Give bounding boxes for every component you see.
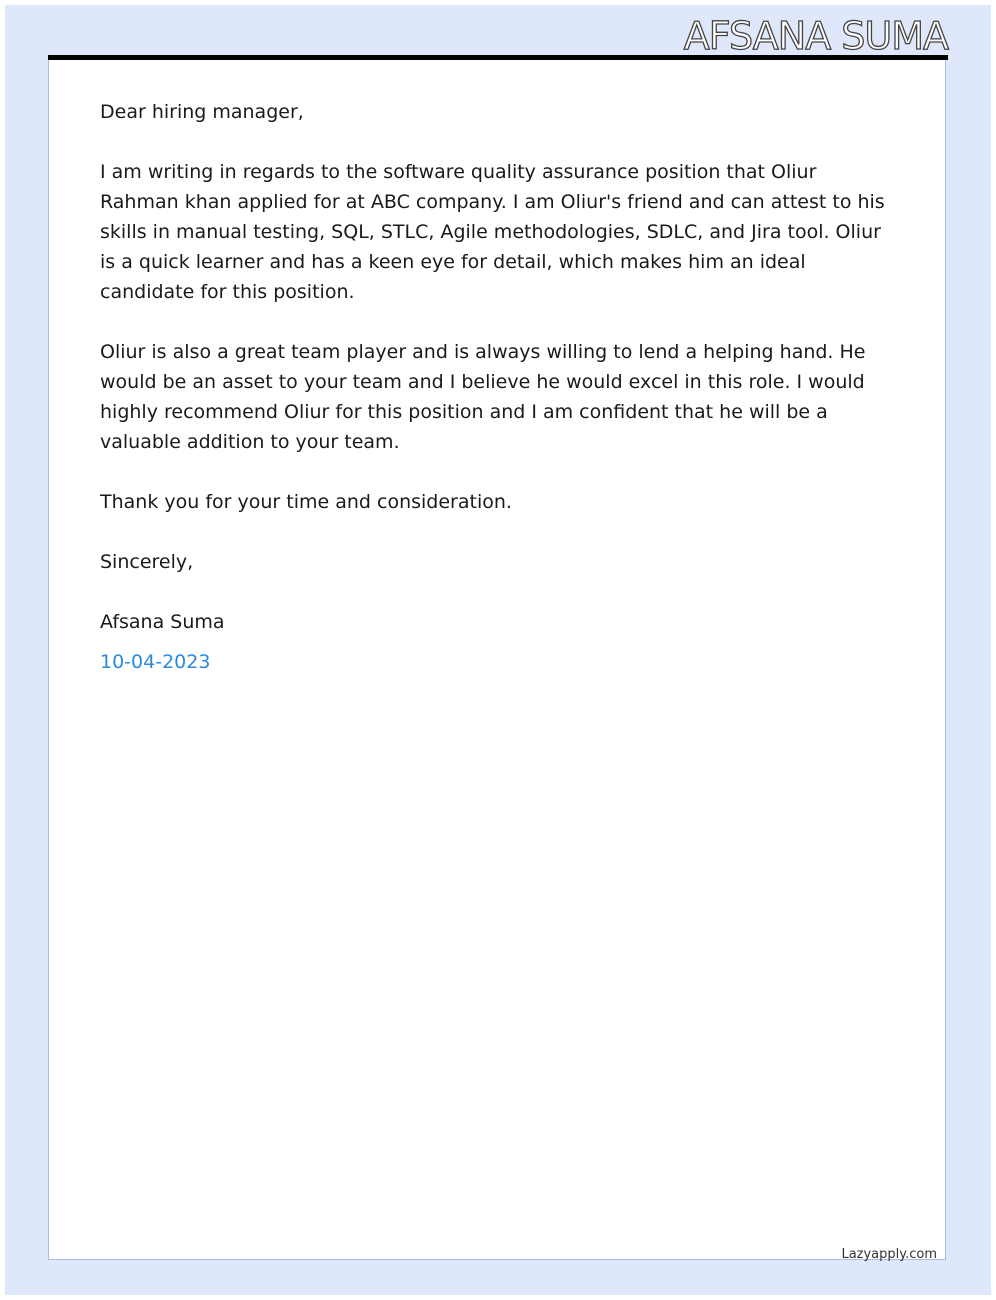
letter-body <box>100 97 900 707</box>
footer-credit: Lazyapply.com <box>841 1247 937 1262</box>
paragraph-2: Oliur is also a great team player and is always willing to lend a helping hand. He would be an asset to your team and I believe he would excel in this role. I would highly recommend Oliur for this position and I am confident that he will be a valuable addition to your team. <box>100 341 866 453</box>
closing: Sincerely, <box>100 551 194 573</box>
paragraph-1: I am writing in regards to the software quality assurance position that Oliur Rahman khan applied for at ABC company. I am Oliur's friend and can attest to his skills in manual testing, SQL, STLC, Agile methodologies, SDLC, and Jira tool. Oliur is a quick learner and has a keen eye for detail, which makes him an ideal candidate for this position. <box>100 161 885 303</box>
paragraph-3: Thank you for your time and consideration. <box>100 491 512 513</box>
letter-date: 10-04-2023 <box>100 651 211 673</box>
salutation: Dear hiring manager, <box>100 101 304 123</box>
header-name: AFSANA SUMA <box>683 14 948 58</box>
signer-name: Afsana Suma <box>100 611 225 633</box>
